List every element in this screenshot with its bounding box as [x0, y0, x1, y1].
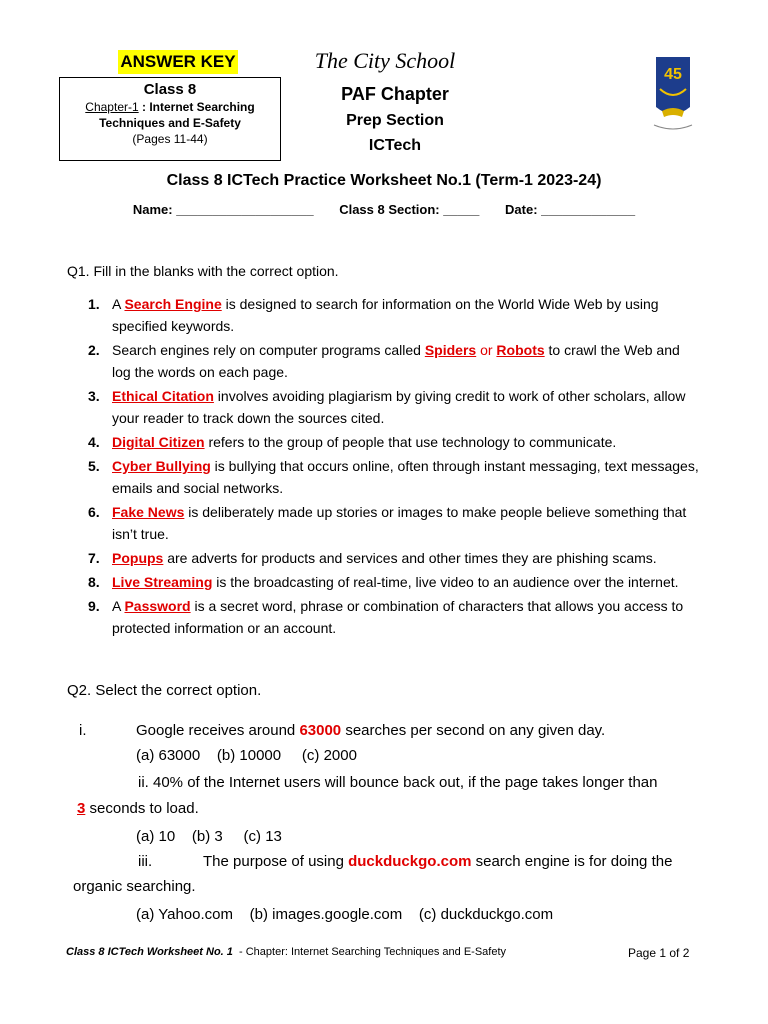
q2-title: Q2. Select the correct option.: [67, 682, 262, 699]
name-field: Name: ___________________: [132, 202, 314, 217]
chapter-label: [60, 99, 280, 115]
answer-text: Fake News: [112, 504, 185, 520]
student-fields: [0, 202, 768, 217]
q1-title: Q1. Fill in the blanks with the correct option.: [67, 263, 339, 279]
item-number: 3.: [88, 388, 100, 404]
item-number: 7.: [88, 550, 100, 566]
item-number: 8.: [88, 574, 100, 590]
q1-list: [88, 293, 702, 641]
q2-iii-question: [203, 850, 672, 874]
q1-item: [88, 339, 702, 383]
logo-number: 45: [664, 66, 682, 83]
item-text: involves avoiding plagiarism by giving credit to work of other scholars, allow your reader to track down the sources cited.: [112, 388, 686, 426]
answer-text: Ethical Citation: [112, 388, 214, 404]
class-label: Class 8: [143, 81, 197, 98]
chapter-title-line2: Techniques and E-Safety: [99, 116, 241, 130]
school-logo: [648, 55, 698, 139]
section-field: Class 8 Section: _____: [339, 202, 480, 217]
item-number: 4.: [88, 434, 100, 450]
answer-text: Live Streaming: [112, 574, 213, 590]
item-text: A: [112, 598, 125, 614]
school-name: The City School: [314, 48, 456, 73]
footer-chapter: - Chapter: Internet Searching Techniques and E-Safety: [232, 946, 507, 958]
pages-label: (Pages 11-44): [132, 132, 208, 146]
q1-item: [88, 571, 702, 593]
q2-i-question: [136, 719, 605, 743]
question-text: Google receives around: [136, 722, 300, 739]
answer-text: Search Engine: [124, 296, 222, 312]
footer-text: [66, 946, 506, 958]
answer-text: Password: [124, 598, 191, 614]
answer-text: duckduckgo.com: [348, 853, 472, 870]
item-text: is deliberately made up stories or images to make people believe something that isn’t true.: [112, 504, 687, 542]
q2-ii-line2: [77, 797, 199, 821]
chapter-number: Chapter-1: [85, 100, 139, 114]
item-text: refers to the group of people that use technology to communicate.: [204, 434, 617, 450]
chapter-name: PAF Chapter: [341, 84, 449, 104]
footer-title: Class 8 ICTech Worksheet No. 1: [66, 946, 233, 958]
answer-text: Robots: [496, 342, 545, 358]
q1-item: [88, 547, 702, 569]
item-text: A: [112, 296, 125, 312]
item-text: to crawl the Web and log the words on each page.: [112, 342, 680, 380]
item-text: are adverts for products and services and other times they are phishing scams.: [163, 550, 657, 566]
class-info-box: [59, 77, 281, 161]
item-number: 5.: [88, 458, 100, 474]
item-text: is a secret word, phrase or combination of characters that allows you access to protected information or an account.: [112, 598, 684, 636]
page-number: Page 1 of 2: [628, 946, 690, 960]
question-text: The purpose of using: [203, 853, 349, 870]
answer-text: 3: [77, 800, 86, 817]
answer-text: Spiders: [424, 342, 477, 358]
q2-iii-line2: organic searching.: [73, 878, 196, 895]
answer-text: Cyber Bullying: [112, 458, 211, 474]
q1-item: [88, 455, 702, 499]
q2-i-options: (a) 63000 (b) 10000 (c) 2000: [136, 747, 357, 764]
q1-item: [88, 431, 702, 453]
q2-ii-question: ii. 40% of the Internet users will bounce back out, if the page takes longer than: [138, 774, 658, 791]
answer-text: Popups: [112, 550, 164, 566]
date-field: Date: _____________: [505, 202, 636, 217]
q1-item: [88, 293, 702, 337]
item-text: is designed to search for information on the World Wide Web by using specified keywords.: [112, 296, 659, 334]
item-number: 9.: [88, 598, 100, 614]
q2-ii-options: (a) 10 (b) 3 (c) 13: [136, 828, 282, 845]
q1-item: [88, 385, 702, 429]
q2-iii-options: (a) Yahoo.com (b) images.google.com (c) duckduckgo.com: [136, 906, 554, 923]
item-text: is bullying that occurs online, often through instant messaging, text messages, emails and social networks.: [112, 458, 699, 496]
item-number: 6.: [88, 504, 100, 520]
item-text: is the broadcasting of real-time, live video to an audience over the internet.: [212, 574, 679, 590]
answer-text: Digital Citizen: [112, 434, 205, 450]
section-name: Prep Section: [346, 112, 444, 129]
question-text: seconds to load.: [85, 800, 199, 817]
item-number: 2.: [88, 342, 100, 358]
answer-text: 63000: [299, 722, 342, 739]
question-text: search engine is for doing the: [471, 853, 673, 870]
q1-item: [88, 501, 702, 545]
worksheet-title: Class 8 ICTech Practice Worksheet No.1 (Term-1 2023-24): [166, 172, 602, 189]
q1-item: [88, 595, 702, 639]
q2-iii-number: iii.: [138, 853, 153, 870]
q2-i-number: i.: [79, 722, 87, 739]
answer-key-badge: ANSWER KEY: [118, 50, 238, 74]
subject-name: ICTech: [368, 137, 422, 154]
or-text: or: [476, 342, 497, 358]
item-text: Search engines rely on computer programs called: [112, 342, 425, 358]
chapter-title-part1: : Internet Searching: [138, 100, 255, 114]
question-text: searches per second on any given day.: [341, 722, 606, 739]
chapter-title-part2: [60, 115, 280, 131]
item-number: 1.: [88, 296, 100, 312]
